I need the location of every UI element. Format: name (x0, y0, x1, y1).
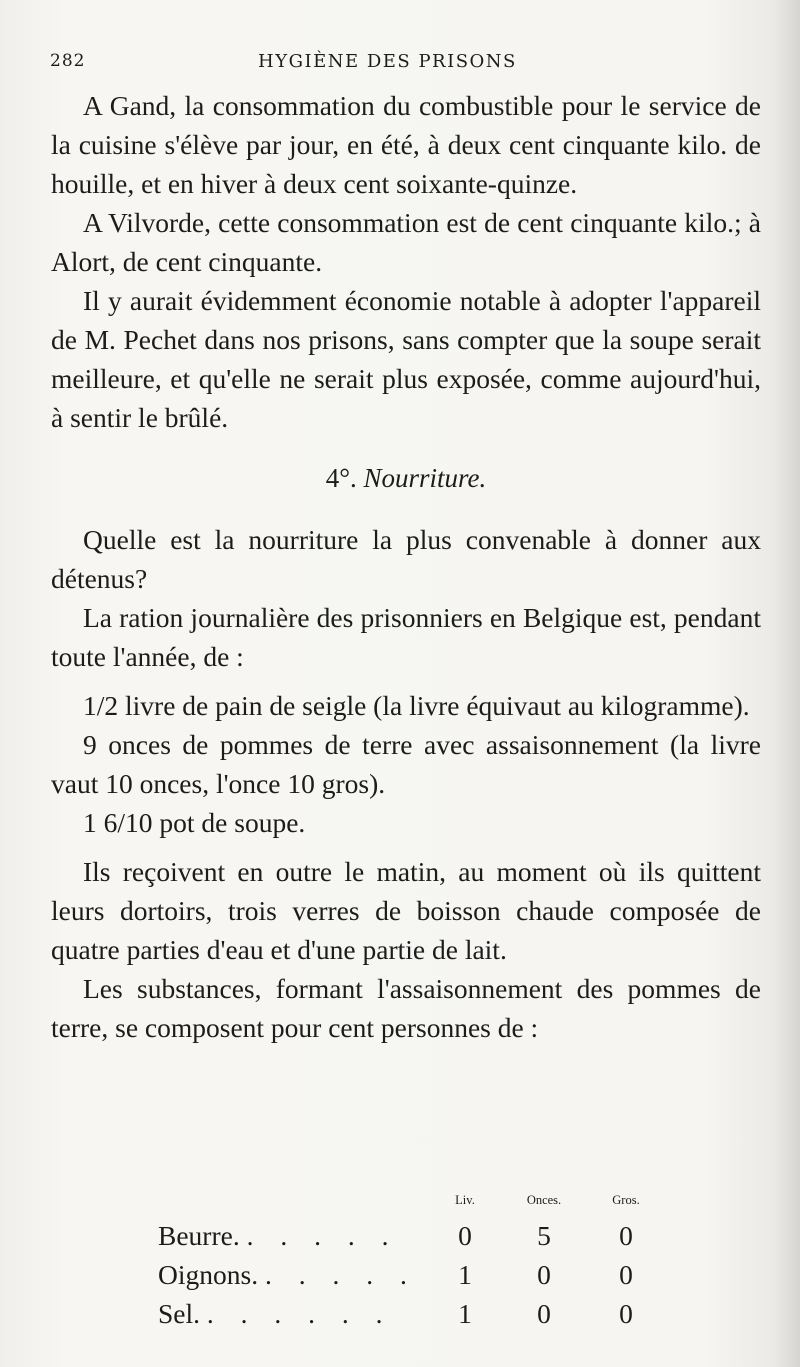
ration-item-soupe: 1 6/10 pot de soupe. (83, 807, 306, 838)
paragraph-substances: Les substances, formant l'assaisonnement des pommes de terre, se composent pour cent personnes de : (51, 973, 761, 1043)
leader-dots: . . . . . (264, 1258, 417, 1290)
paragraph-gand: A Gand, la consommation du combustible pour le service de la cuisine s'élève par jour, en été, à deux cent cinquante kilo. de houille, et en hiver à deux cent soixante-quinze. (51, 90, 761, 199)
running-title: HYGIÈNE DES PRISONS (258, 51, 517, 72)
table-row (158, 1294, 658, 1333)
table-header-row (158, 1193, 658, 1216)
row-item: Beurre. (158, 1219, 240, 1251)
cell-gros: 0 (619, 1258, 633, 1290)
paragraph-vilvorde: A Vilvorde, cette consommation est de cent cinquante kilo.; à Alort, de cent cinquante. (51, 207, 761, 277)
paragraph-boisson: Ils reçoivent en outre le matin, au moment où ils quittent leurs dortoirs, trois verres de boisson chaude composée de quatre parties d'eau et d'une partie de lait. (51, 856, 761, 965)
leader-dots: . . . . . (246, 1219, 399, 1251)
cell-gros: 0 (619, 1297, 633, 1329)
page-number: 282 (50, 51, 86, 71)
row-item: Sel. (158, 1297, 201, 1329)
section-number: 4°. (325, 463, 357, 493)
section-heading (51, 459, 761, 498)
seasoning-table (158, 1193, 658, 1333)
section-title: Nourriture. (363, 463, 487, 493)
cell-liv: 1 (458, 1258, 472, 1290)
row-item: Oignons. (158, 1258, 259, 1290)
column-header: Liv. (455, 1193, 475, 1207)
running-head (50, 45, 750, 77)
paragraph-ration: La ration journalière des prisonniers en Belgique est, pendant toute l'année, de : (51, 602, 761, 672)
cell-gros: 0 (619, 1219, 633, 1251)
paragraph-appareil: Il y aurait évidemment économie notable à adopter l'appareil de M. Pechet dans nos prisons, sans compter que la soupe serait meilleure, et qu'elle ne serait plus exposée, comme aujourd'hui, à sentir le brûlé. (51, 285, 761, 433)
leader-dots: . . . . . . (206, 1297, 393, 1329)
page-edge-shadow (774, 0, 800, 1367)
paragraph-question: Quelle est la nourriture la plus convenable à donner aux détenus? (51, 524, 761, 594)
column-header: Gros. (612, 1193, 640, 1207)
ration-item-pain: 1/2 livre de pain de seigle (la livre équivaut au kilogramme). (83, 690, 750, 721)
table-row (158, 1255, 658, 1294)
cell-liv: 1 (458, 1297, 472, 1329)
column-header: Onces. (526, 1193, 562, 1207)
cell-onces: 0 (537, 1297, 551, 1329)
ration-item-pommes: 9 onces de pommes de terre avec assaisonnement (la livre vaut 10 onces, l'once 10 gros). (51, 729, 761, 799)
body-text (51, 86, 761, 1047)
cell-liv: 0 (458, 1219, 472, 1251)
cell-onces: 5 (537, 1219, 551, 1251)
table-row (158, 1216, 658, 1255)
cell-onces: 0 (537, 1258, 551, 1290)
